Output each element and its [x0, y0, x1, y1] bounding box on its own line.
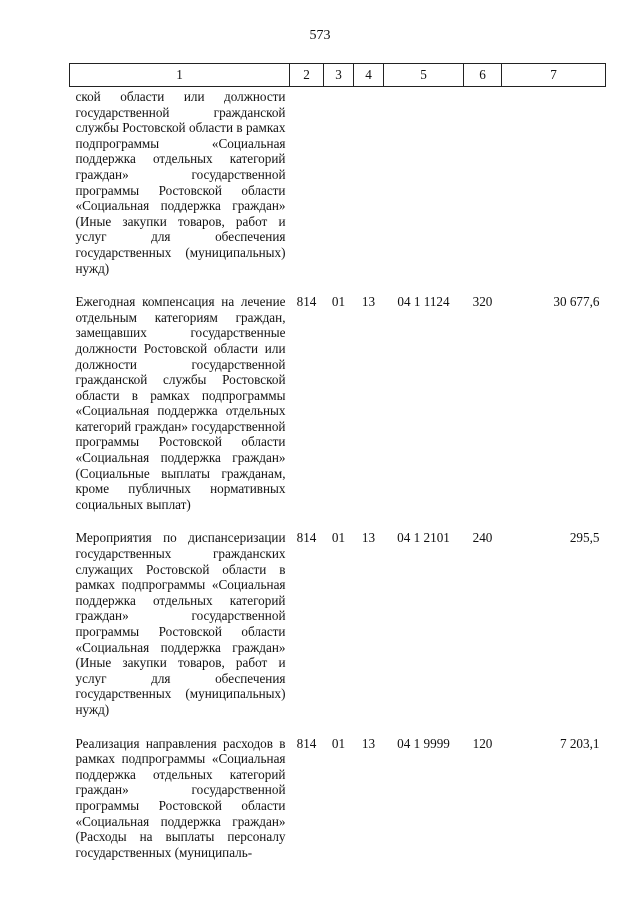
row-ved: [290, 87, 324, 295]
row-rz: 01: [331, 735, 346, 751]
column-header-5: 5: [384, 64, 464, 87]
column-header-2: 2: [290, 64, 324, 87]
column-header-1: 1: [70, 64, 290, 87]
row-vr: 320: [472, 294, 493, 310]
table-header: [70, 64, 606, 87]
row-amount: [502, 87, 606, 295]
row-rz: [324, 87, 354, 295]
page-number: 573: [309, 28, 331, 43]
header-row: [70, 64, 606, 87]
row-description: Реализация направления расходов в рамках подпрограммы «Социальная поддержка отдельных категорий граждан» государственной программы Ростовской области «Социальная поддержка граждан» (Расходы на выплаты персоналу государственных (муниципаль-: [75, 735, 286, 860]
row-amount: 295,5: [569, 530, 600, 546]
row-description: ской области или должности государственной гражданской службы Ростовской области в рамках подпрограммы «Социальная поддержка отдельных категорий граждан» государственной программы Ростовской области «Социальная поддержка граждан» (Иные закупки товаров, работ и услуг для обеспечения государственных (муниципальных) нужд): [75, 89, 286, 276]
column-header-7: 7: [502, 64, 606, 87]
column-header-3: 3: [324, 64, 354, 87]
table-row: [70, 87, 606, 295]
row-pr: 13: [361, 735, 376, 751]
row-amount: 30 677,6: [553, 294, 600, 310]
row-ved: 814: [296, 530, 317, 546]
row-vr: 120: [472, 735, 493, 751]
table-row: [70, 530, 606, 735]
column-header-6: 6: [464, 64, 502, 87]
budget-table: [69, 63, 606, 878]
row-description: Ежегодная компенсация на лечение отдельным категориям граждан, замещавших государственные должности Ростовской области или должности государственной гражданской службы Ростовской области в рамках подпрограммы «Социальная поддержка отдельных категорий граждан» государственной программы Ростовской области «Социальная поддержка граждан» (Социальные выплаты гражданам, кроме публичных нормативных социальных выплат): [75, 294, 286, 512]
table-row: [70, 736, 606, 879]
row-description: Мероприятия по диспансеризации государственных гражданских служащих Ростовской области в рамках подпрограммы «Социальная поддержка отдельных категорий граждан» государственной программы Ростовской области «Социальная поддержка граждан» (Иные закупки товаров, работ и услуг для обеспечения государственных (муниципальных) нужд): [75, 530, 286, 717]
row-pr: [354, 87, 384, 295]
row-rz: 01: [331, 530, 346, 546]
column-header-4: 4: [354, 64, 384, 87]
row-csr: [384, 87, 464, 295]
row-rz: 01: [331, 294, 346, 310]
row-vr: [464, 87, 502, 295]
row-amount: 7 203,1: [559, 735, 600, 751]
row-csr: 04 1 9999: [397, 735, 450, 751]
row-csr: 04 1 1124: [397, 294, 450, 310]
table-body: [70, 87, 606, 879]
row-ved: 814: [296, 294, 317, 310]
row-ved: 814: [296, 735, 317, 751]
table-row: [70, 294, 606, 530]
row-csr: 04 1 2101: [397, 530, 450, 546]
row-pr: 13: [361, 530, 376, 546]
row-vr: 240: [472, 530, 493, 546]
row-pr: 13: [361, 294, 376, 310]
